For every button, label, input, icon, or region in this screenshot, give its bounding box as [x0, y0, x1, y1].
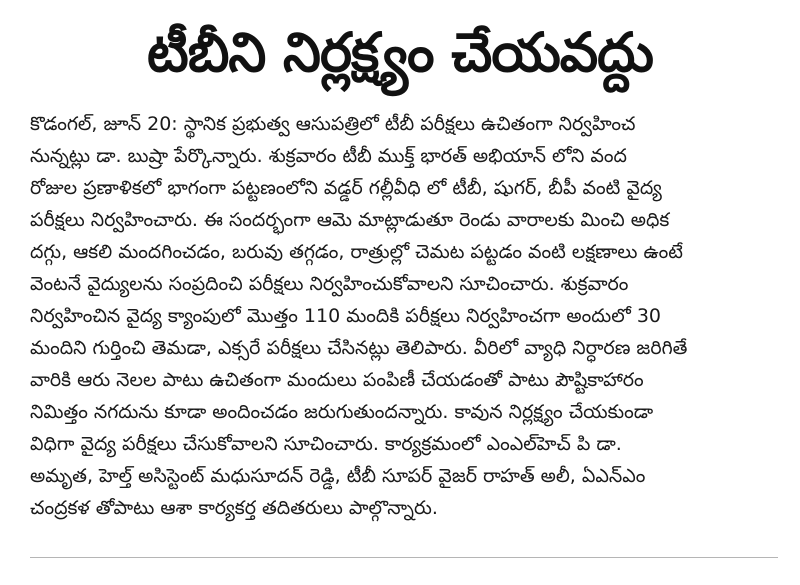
article-body — [30, 108, 778, 524]
body-line: విధిగా వైద్య పరీక్షలు చేసుకోవాలని సూచించారు. కార్యక్రమంలో ఎంఎల్‌హెచ్ పి డా. — [30, 433, 622, 455]
body-line: కొడంగల్, జూన్ 20: స్థానిక ప్రభుత్వ ఆసుపత్రిలో టీబీ పరీక్షలు ఉచితంగా నిర్వహించ — [30, 113, 636, 135]
body-line: నున్నట్లు డా. బుష్రా పేర్కొన్నారు. శుక్రవారం టీబీ ముక్త్ భారత్ అభియాన్ లోని వంద — [30, 145, 627, 167]
body-line: నిర్వహించిన వైద్య క్యాంపులో మొత్తం 110 మందికి పరీక్షలు నిర్వహించగా అందులో 30 — [30, 305, 662, 327]
column-divider — [30, 557, 778, 558]
body-line: వెంటనే వైద్యులను సంప్రదించి పరీక్షలు నిర్వహించుకోవాలని సూచించారు. శుక్రవారం — [30, 273, 629, 295]
body-line: రోజుల ప్రణాళికలో భాగంగా పట్టణంలోని వడ్డర్ గల్లీవీధి లో టీబీ, షుగర్, బీపీ వంటి వైద్య — [30, 177, 662, 199]
next-article-headline-cropped — [36, 566, 776, 585]
body-line: మందిని గుర్తించి తెమడా, ఎక్సరే పరీక్షలు చేసినట్లు తెలిపారు. వీరిలో వ్యాధి నిర్ధారణ జరిగితే — [30, 337, 688, 359]
body-line: నిమిత్తం నగదును కూడా అందించడం జరుగుతుందన్నారు. కావున నిర్లక్ష్యం చేయకుండా — [30, 401, 654, 423]
body-line: అమృత, హెల్త్ అసిస్టెంట్ మధుసూదన్ రెడ్డి, టీబీ సూపర్ వైజర్ రాహత్ అలీ, ఏఎన్ఎం — [30, 465, 646, 487]
body-line: పరీక్షలు నిర్వహించారు. ఈ సందర్భంగా ఆమె మాట్లాడుతూ రెండు వారాలకు మించి అధిక — [30, 209, 670, 231]
body-line: వారికి ఆరు నెలల పాటు ఉచితంగా మందులు పంపిణీ చేయడంతో పాటు పౌష్టికాహారం — [30, 369, 644, 391]
body-line: దగ్గు, ఆకలి మందగించడం, బరువు తగ్గడం, రాత్రుల్లో చెమట పట్టడం వంటి లక్షణాలు ఉంటే — [30, 241, 683, 263]
article-headline: టీబీని నిర్లక్ష్యం చేయవద్దు — [147, 21, 653, 84]
body-line: చంద్రకళ తోపాటు ఆశా కార్యకర్త తదితరులు పాల్గొన్నారు. — [30, 497, 438, 519]
